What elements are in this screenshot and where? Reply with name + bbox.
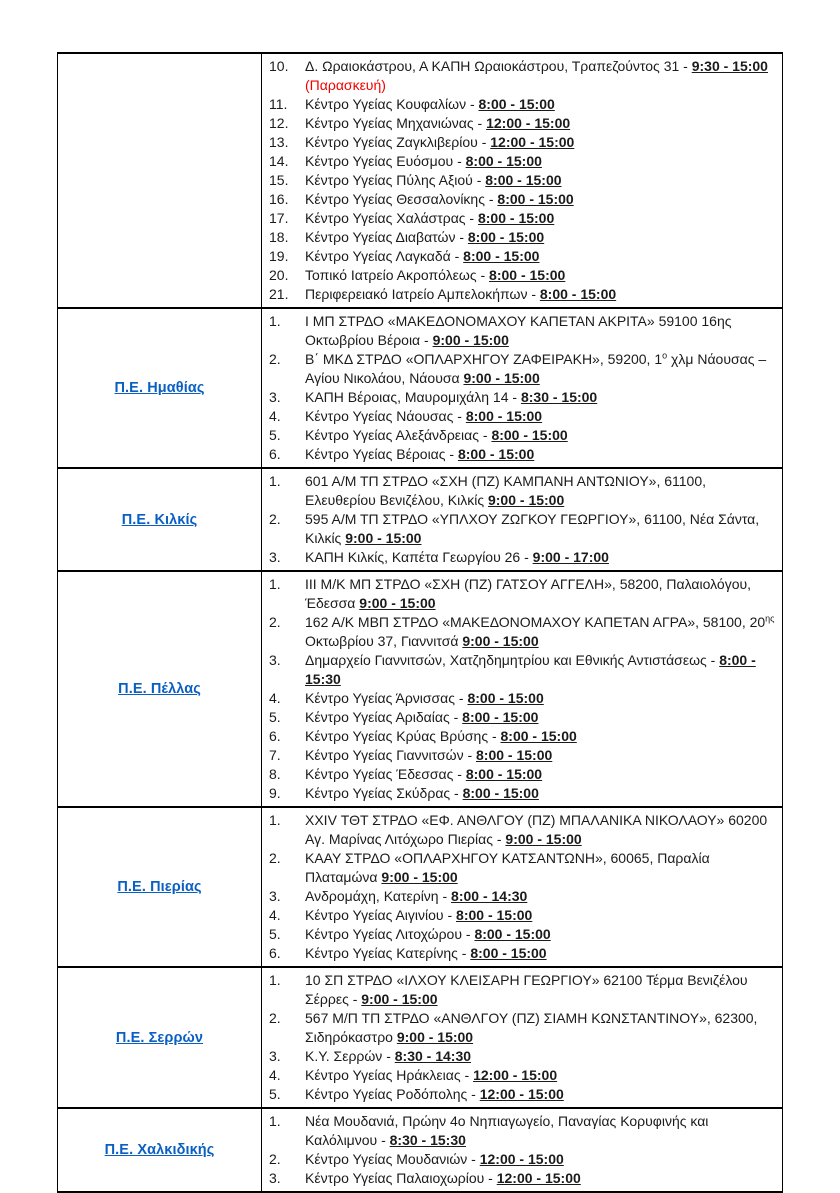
list-item — [269, 925, 777, 944]
opening-hours: 8:00 - 15:00 — [539, 286, 617, 302]
opening-hours: 12:00 - 15:00 — [479, 1086, 564, 1102]
text-segment: Κέντρο Υγείας Έδεσσας - — [305, 766, 466, 782]
list-item — [269, 548, 777, 567]
item-text — [305, 1150, 777, 1169]
item-number: 1. — [269, 1113, 281, 1129]
opening-hours: 8:00 - 15:00 — [500, 728, 577, 744]
item-number: 2. — [269, 1151, 281, 1167]
opening-hours: 8:00 - 15:00 — [457, 446, 535, 462]
opening-hours: 8:00 - 15:00 — [489, 267, 566, 283]
text-segment: Κέντρο Υγείας Ζαγκλιβερίου - — [305, 134, 491, 150]
region-cell-empty — [58, 53, 262, 308]
list-item — [269, 849, 777, 887]
list-item — [269, 1169, 777, 1188]
opening-hours: 9:00 - 17:00 — [532, 549, 609, 565]
text-segment: Δημαρχείο Γιαννιτσών, Χατζηδημητρίου και Εθνικής Αντιστάσεως - — [305, 652, 720, 668]
item-text — [305, 906, 777, 925]
item-text — [305, 548, 777, 567]
table-row — [58, 967, 783, 1108]
text-segment: Κέντρο Υγείας Ροδόπολης - — [305, 1086, 480, 1102]
item-number: 6. — [269, 728, 281, 744]
region-link[interactable]: Π.Ε. Κιλκίς — [121, 511, 198, 528]
list-item — [269, 689, 777, 708]
text-segment: Κέντρο Υγείας Ηράκλειας - — [305, 1067, 474, 1083]
list-item — [269, 613, 777, 651]
text-segment: ΚΑΠΗ Κιλκίς, Καπέτα Γεωργίου 26 - — [305, 549, 533, 565]
item-text — [305, 1085, 777, 1104]
opening-hours: 8:00 - 15:00 — [467, 229, 545, 245]
list-item — [269, 1009, 777, 1047]
text-segment: Κ.Υ. Σερρών - — [305, 1048, 395, 1064]
opening-hours: 8:00 - 15:00 — [465, 766, 543, 782]
text-segment: ο — [662, 350, 668, 361]
text-segment: χλμ Νάουσας – Αγίου Νικολάου, Νάουσα — [305, 351, 767, 386]
day-note: (Παρασκευή) — [305, 77, 386, 93]
opening-hours: 8:00 - 15:00 — [476, 747, 553, 763]
item-text — [305, 472, 777, 510]
item-text — [305, 849, 777, 887]
item-number: 4. — [269, 907, 281, 923]
item-number: 3. — [269, 652, 281, 668]
item-text — [305, 971, 777, 1009]
text-segment: Τοπικό Ιατρείο Ακροπόλεως - — [305, 267, 490, 283]
text-segment: ΙΙΙ Μ/Κ ΜΠ ΣΤΡΔΟ «ΣΧΗ (ΠΖ) ΓΑΤΣΟΥ ΑΓΓΕΛΗ», 58200, Παλαιολόγου, Έδεσσα — [305, 576, 752, 611]
region-cell — [58, 571, 262, 807]
opening-hours: 9:00 - 15:00 — [505, 831, 582, 847]
list-item — [269, 426, 777, 445]
opening-hours: 9:00 - 15:00 — [463, 370, 540, 386]
schedule-table-body — [58, 53, 783, 1192]
text-segment: Κέντρο Υγείας Λαγκαδά - — [305, 248, 464, 264]
list-item — [269, 209, 777, 228]
list-item — [269, 1047, 777, 1066]
item-number: 17. — [269, 210, 289, 226]
item-number: 3. — [269, 1170, 281, 1186]
list-item — [269, 765, 777, 784]
text-segment: 567 Μ/Π ΤΠ ΣΤΡΔΟ «ΑΝΘΛΓΟΥ (ΠΖ) ΣΙΑΜΗ ΚΩΝΣΤΑΝΤΙΝΟΥ», 62300, Σιδηρόκαστρο — [305, 1010, 758, 1045]
text-segment: Κέντρο Υγείας Θεσσαλονίκης - — [305, 191, 498, 207]
opening-hours: 8:00 - 15:00 — [462, 785, 539, 801]
list-item — [269, 811, 777, 849]
opening-hours: 8:00 - 15:00 — [478, 96, 555, 112]
list-item — [269, 445, 777, 464]
list-item — [269, 510, 777, 548]
items-cell — [262, 468, 783, 571]
text-segment: Κέντρο Υγείας Σκύδρας - — [305, 785, 463, 801]
item-text — [305, 152, 777, 171]
opening-hours: 8:00 - 15:00 — [477, 210, 555, 226]
list-item — [269, 350, 777, 388]
item-text — [305, 171, 777, 190]
list-item — [269, 285, 777, 304]
list-item — [269, 95, 777, 114]
item-number: 4. — [269, 690, 281, 706]
opening-hours: 8:00 - 15:00 — [456, 907, 533, 923]
item-number: 1. — [269, 473, 281, 489]
text-segment: Κέντρο Υγείας Γιαννιτσών - — [305, 747, 477, 763]
table-row — [58, 1108, 783, 1192]
list-item — [269, 152, 777, 171]
opening-hours: 8:00 - 15:00 — [462, 709, 539, 725]
region-link[interactable]: Π.Ε. Χαλκιδικής — [104, 1142, 215, 1158]
text-segment: Νέα Μουδανιά, Πρώην 4ο Νηπιαγωγείο, Παναγίας Κορυφινής και Καλόλιμνου - — [305, 1113, 709, 1148]
item-text — [305, 247, 777, 266]
opening-hours: 12:00 - 15:00 — [486, 115, 571, 131]
item-number: 1. — [269, 313, 281, 329]
text-segment: ΚΑΠΗ Βέροιας, Μαυρομιχάλη 14 - — [305, 389, 521, 405]
list-item — [269, 228, 777, 247]
opening-hours: 8:00 - 15:00 — [465, 153, 542, 169]
list-item — [269, 472, 777, 510]
item-text — [305, 388, 777, 407]
item-number: 11. — [269, 96, 288, 112]
item-number: 19. — [269, 248, 289, 264]
opening-hours: 9:00 - 15:00 — [361, 991, 438, 1007]
item-text — [305, 925, 777, 944]
list-item — [269, 727, 777, 746]
opening-hours: 8:00 - 14:30 — [451, 888, 528, 904]
opening-hours: 8:30 - 15:30 — [389, 1132, 466, 1148]
text-segment: Δ. Ωραιοκάστρου, Α ΚΑΠΗ Ωραιοκάστρου, Τραπεζούντος 31 - — [305, 58, 692, 74]
list-item — [269, 266, 777, 285]
items-cell — [262, 53, 783, 308]
list-item — [269, 388, 777, 407]
opening-hours: 9:00 - 15:00 — [462, 633, 539, 649]
table-row — [58, 571, 783, 807]
items-cell — [262, 967, 783, 1108]
text-segment: Κέντρο Υγείας Αλεξάνδρειας - — [305, 427, 492, 443]
item-number: 9. — [269, 785, 281, 801]
list-item — [269, 784, 777, 803]
item-text — [305, 575, 777, 613]
text-segment: ης — [765, 613, 775, 624]
text-segment: Ανδρομάχη, Κατερίνη - — [305, 888, 452, 904]
item-text — [305, 266, 777, 285]
item-number: 3. — [269, 888, 281, 904]
text-segment: 162 Α/Κ ΜΒΠ ΣΤΡΔΟ «ΜΑΚΕΔΟΝΟΜΑΧΟΥ ΚΑΠΕΤΑΝ ΑΓΡΑ», 58100, 20 — [305, 614, 766, 630]
item-text — [305, 727, 777, 746]
opening-hours: 8:00 - 15:00 — [463, 248, 540, 264]
text-segment: Οκτωβρίου 37, Γιαννιτσά — [305, 633, 463, 649]
text-segment: Κέντρο Υγείας Βέροιας - — [305, 446, 458, 462]
text-segment: Κέντρο Υγείας Πύλης Αξιού - — [305, 172, 486, 188]
text-segment: Κέντρο Υγείας Άρνισσας - — [305, 690, 468, 706]
opening-hours: 8:00 - 15:30 — [305, 652, 756, 687]
item-number: 20. — [269, 267, 289, 283]
item-number: 18. — [269, 229, 289, 245]
items-cell — [262, 571, 783, 807]
item-number: 4. — [269, 1067, 281, 1083]
item-text — [305, 1112, 777, 1150]
region-link[interactable]: Π.Ε. Σερρών — [115, 1029, 204, 1046]
item-text — [305, 651, 777, 689]
text-segment: Κέντρο Υγείας Ευόσμου - — [305, 153, 466, 169]
text-segment: XXIV ΤΘΤ ΣΤΡΔΟ «ΕΦ. ΑΝΘΛΓΟΥ (ΠΖ) ΜΠΑΛΑΝΙΚΑ ΝΙΚΟΛΑΟΥ» 60200 Αγ. Μαρίνας Λιτόχωρο Πιερίας - — [305, 812, 768, 847]
text-segment: Περιφερειακό Ιατρείο Αμπελοκήπων - — [305, 286, 540, 302]
text-segment: Κέντρο Υγείας Μουδανιών - — [305, 1151, 480, 1167]
region-cell — [58, 1108, 262, 1192]
item-number: 21. — [269, 286, 289, 302]
schedule-table — [57, 52, 783, 1193]
item-text — [305, 114, 777, 133]
text-segment: 601 Α/Μ ΤΠ ΣΤΡΔΟ «ΣΧΗ (ΠΖ) ΚΑΜΠΑΝΗ ΑΝΤΩΝΙΟΥ», 61100, Ελευθερίου Βενιζέλου, Κιλκίς — [305, 473, 707, 508]
opening-hours: 9:00 - 15:00 — [359, 595, 436, 611]
table-row — [58, 468, 783, 571]
list-item — [269, 312, 777, 350]
list-item — [269, 887, 777, 906]
item-number: 6. — [269, 945, 281, 961]
item-text — [305, 613, 777, 651]
list-item — [269, 190, 777, 209]
list-item — [269, 114, 777, 133]
item-text — [305, 944, 777, 963]
text-segment: Κέντρο Υγείας Χαλάστρας - — [305, 210, 478, 226]
text-segment: Κέντρο Υγείας Κουφαλίων - — [305, 96, 479, 112]
text-segment: Β΄ ΜΚΔ ΣΤΡΔΟ «ΟΠΛΑΡΧΗΓΟΥ ΖΑΦΕΙΡΑΚΗ», 59200, 1 — [305, 351, 663, 367]
item-number: 4. — [269, 408, 281, 424]
list-item — [269, 1112, 777, 1150]
opening-hours: 9:00 - 15:00 — [381, 869, 458, 885]
item-number: 2. — [269, 511, 281, 527]
item-text — [305, 350, 777, 388]
list-item — [269, 1085, 777, 1104]
item-text — [305, 426, 777, 445]
item-text — [305, 1047, 777, 1066]
opening-hours: 8:00 - 15:00 — [474, 926, 551, 942]
list-item — [269, 407, 777, 426]
item-number: 1. — [269, 576, 281, 592]
item-number: 5. — [269, 1086, 281, 1102]
item-number: 5. — [269, 709, 281, 725]
table-row — [58, 53, 783, 308]
region-cell — [58, 967, 262, 1108]
item-text — [305, 746, 777, 765]
item-text — [305, 1009, 777, 1047]
item-number: 2. — [269, 1010, 281, 1026]
list-item — [269, 575, 777, 613]
text-segment: Κέντρο Υγείας Αριδαίας - — [305, 709, 463, 725]
item-number: 15. — [269, 172, 289, 188]
item-text — [305, 708, 777, 727]
item-number: 12. — [269, 115, 289, 131]
item-number: 14. — [269, 153, 289, 169]
opening-hours: 8:00 - 15:00 — [491, 427, 568, 443]
opening-hours: 8:00 - 15:00 — [470, 945, 547, 961]
item-text — [305, 95, 777, 114]
list-item — [269, 57, 777, 95]
items-cell — [262, 1108, 783, 1192]
item-number: 2. — [269, 850, 281, 866]
table-row — [58, 807, 783, 967]
item-number: 13. — [269, 134, 289, 150]
opening-hours: 12:00 - 15:00 — [490, 134, 575, 150]
table-row — [58, 308, 783, 468]
opening-hours: 8:30 - 15:00 — [520, 389, 598, 405]
opening-hours: 12:00 - 15:00 — [473, 1067, 558, 1083]
list-item — [269, 944, 777, 963]
item-number: 3. — [269, 1048, 281, 1064]
region-link[interactable]: Π.Ε. Πιερίας — [117, 879, 202, 895]
opening-hours: 9:30 - 15:00 — [691, 58, 768, 74]
region-cell — [58, 468, 262, 571]
region-link[interactable]: Π.Ε. Πέλλας — [118, 681, 201, 697]
item-text — [305, 57, 777, 95]
item-number: 2. — [269, 614, 281, 630]
text-segment: ΚΑΑΥ ΣΤΡΔΟ «ΟΠΛΑΡΧΗΓΟΥ ΚΑΤΣΑΝΤΩΝΗ», 60065, Παραλία Πλαταμώνα — [305, 850, 710, 885]
region-cell — [58, 807, 262, 967]
opening-hours: 8:30 - 14:30 — [394, 1048, 472, 1064]
item-text — [305, 312, 777, 350]
text-segment: Ι ΜΠ ΣΤΡΔΟ «ΜΑΚΕΔΟΝΟΜΑΧΟΥ ΚΑΠΕΤΑΝ ΑΚΡΙΤΑ» 59100 16ης Οκτωβρίου Βέροια - — [305, 313, 732, 348]
item-text — [305, 285, 777, 304]
text-segment: Κέντρο Υγείας Κατερίνης - — [305, 945, 471, 961]
item-text — [305, 445, 777, 464]
opening-hours: 9:00 - 15:00 — [345, 530, 422, 546]
opening-hours: 8:00 - 15:00 — [467, 690, 544, 706]
item-text — [305, 765, 777, 784]
item-number: 2. — [269, 351, 281, 367]
list-item — [269, 971, 777, 1009]
opening-hours: 8:00 - 15:00 — [465, 408, 543, 424]
item-text — [305, 133, 777, 152]
item-text — [305, 228, 777, 247]
text-segment: Κέντρο Υγείας Παλαιοχωρίου - — [305, 1170, 497, 1186]
text-segment: Κέντρο Υγείας Διαβατών - — [305, 229, 468, 245]
item-text — [305, 811, 777, 849]
opening-hours: 12:00 - 15:00 — [479, 1151, 564, 1167]
list-item — [269, 1066, 777, 1085]
text-segment: 595 Α/Μ ΤΠ ΣΤΡΔΟ «ΥΠΛΧΟΥ ΖΩΓΚΟΥ ΓΕΩΡΓΙΟΥ», 61100, Νέα Σάντα, Κιλκίς — [305, 511, 760, 546]
item-number: 6. — [269, 446, 281, 462]
region-link[interactable]: Π.Ε. Ημαθίας — [114, 380, 205, 396]
item-number: 1. — [269, 972, 281, 988]
item-number: 1. — [269, 812, 281, 828]
list-item — [269, 906, 777, 925]
item-number: 5. — [269, 427, 281, 443]
item-text — [305, 784, 777, 803]
item-number: 5. — [269, 926, 281, 942]
list-item — [269, 651, 777, 689]
text-segment: Κέντρο Υγείας Λιτοχώρου - — [305, 926, 475, 942]
item-number: 10. — [269, 58, 289, 74]
item-number: 8. — [269, 766, 281, 782]
item-number: 16. — [269, 191, 289, 207]
items-cell — [262, 308, 783, 468]
item-text — [305, 190, 777, 209]
list-item — [269, 133, 777, 152]
item-number: 7. — [269, 747, 281, 763]
item-text — [305, 209, 777, 228]
opening-hours: 12:00 - 15:00 — [496, 1170, 581, 1186]
text-segment: Κέντρο Υγείας Κρύας Βρύσης - — [305, 728, 501, 744]
item-text — [305, 407, 777, 426]
item-text — [305, 1066, 777, 1085]
text-segment: Κέντρο Υγείας Μηχανιώνας - — [305, 115, 487, 131]
region-cell — [58, 308, 262, 468]
item-text — [305, 887, 777, 906]
opening-hours: 9:00 - 15:00 — [396, 1029, 474, 1045]
list-item — [269, 171, 777, 190]
list-item — [269, 247, 777, 266]
items-cell — [262, 807, 783, 967]
opening-hours: 8:00 - 15:00 — [497, 191, 574, 207]
opening-hours: 9:00 - 15:00 — [432, 332, 509, 348]
item-number: 3. — [269, 389, 281, 405]
item-text — [305, 1169, 777, 1188]
item-number: 3. — [269, 549, 281, 565]
text-segment: 10 ΣΠ ΣΤΡΔΟ «ΙΛΧΟΥ ΚΛΕΙΣΑΡΗ ΓΕΩΡΓΙΟΥ» 62100 Τέρμα Βενιζέλου Σέρρες - — [305, 972, 748, 1007]
opening-hours: 8:00 - 15:00 — [485, 172, 562, 188]
item-text — [305, 689, 777, 708]
list-item — [269, 1150, 777, 1169]
list-item — [269, 746, 777, 765]
text-segment: Κέντρο Υγείας Αιγινίου - — [305, 907, 457, 923]
list-item — [269, 708, 777, 727]
item-text — [305, 510, 777, 548]
opening-hours: 9:00 - 15:00 — [487, 492, 565, 508]
text-segment: Κέντρο Υγείας Νάουσας - — [305, 408, 466, 424]
